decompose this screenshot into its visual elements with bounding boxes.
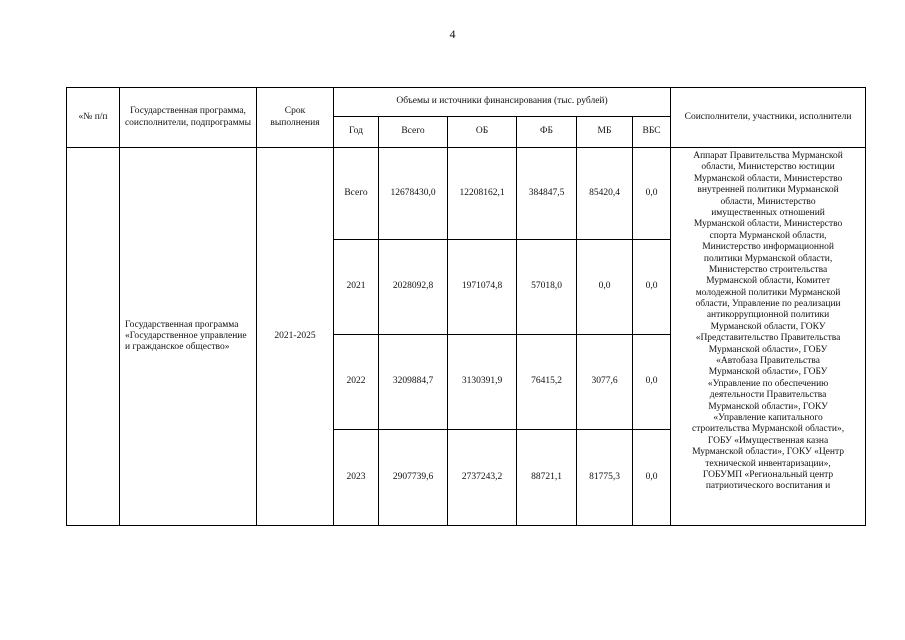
cell-total: 3209884,7 bbox=[379, 335, 448, 430]
header-ob: ОБ bbox=[448, 117, 517, 148]
header-vbs: ВБС bbox=[633, 117, 671, 148]
cell-total: 2907739,6 bbox=[379, 430, 448, 526]
program-name: Государственная программа «Государственное управление и гражданское общество» bbox=[120, 148, 257, 526]
header-coexecutors: Соисполнители, участники, исполнители bbox=[671, 88, 866, 148]
cell-vbs: 0,0 bbox=[633, 148, 671, 240]
cell-total: 2028092,8 bbox=[379, 240, 448, 335]
cell-fb: 57018,0 bbox=[517, 240, 577, 335]
cell-fb: 384847,5 bbox=[517, 148, 577, 240]
header-mb: МБ bbox=[577, 117, 633, 148]
cell-mb: 0,0 bbox=[577, 240, 633, 335]
cell-year: Всего bbox=[334, 148, 379, 240]
cell-mb: 81775,3 bbox=[577, 430, 633, 526]
header-term: Срок выполнения bbox=[257, 88, 334, 148]
cell-year: 2021 bbox=[334, 240, 379, 335]
program-num bbox=[67, 148, 120, 526]
cell-ob: 1971074,8 bbox=[448, 240, 517, 335]
header-num: «№ п/п bbox=[67, 88, 120, 148]
cell-vbs: 0,0 bbox=[633, 335, 671, 430]
program-term: 2021-2025 bbox=[257, 148, 334, 526]
cell-ob: 12208162,1 bbox=[448, 148, 517, 240]
cell-fb: 76415,2 bbox=[517, 335, 577, 430]
cell-year: 2023 bbox=[334, 430, 379, 526]
cell-year: 2022 bbox=[334, 335, 379, 430]
cell-mb: 85420,4 bbox=[577, 148, 633, 240]
cell-mb: 3077,6 bbox=[577, 335, 633, 430]
cell-vbs: 0,0 bbox=[633, 430, 671, 526]
cell-total: 12678430,0 bbox=[379, 148, 448, 240]
cell-fb: 88721,1 bbox=[517, 430, 577, 526]
header-year: Год bbox=[334, 117, 379, 148]
coexecutors-list: Аппарат Правительства Мурманской области, Министерство юстиции Мурманской области, Министерство внутренней политики Мурманской области, Министерство имущественных отношений Мурманской области, Министерство спорта Мурманской области, Министерство информационной политики Мурманской области, Министерство строительства Мурманской области, Комитет молодежной политики Мурманской области, Управление по реализации антикоррупционной политики Мурманской области, ГОКУ «Представительство Правительства Мурманской области», ГОБУ «Автобаза Правительства Мурманской области», ГОБУ «Управление по обеспечению деятельности Правительства Мурманской области», ГОКУ «Управление капитального строительства Мурманской области», ГОБУ «Имущественная казна Мурманской области», ГОКУ «Центр технической инвентаризации», ГОБУМП «Региональный центр патриотического воспитания и bbox=[671, 148, 866, 526]
header-funding: Объемы и источники финансирования (тыс. рублей) bbox=[334, 88, 671, 117]
cell-ob: 3130391,9 bbox=[448, 335, 517, 430]
cell-vbs: 0,0 bbox=[633, 240, 671, 335]
header-program: Государственная программа, соисполнители, подпрограммы bbox=[120, 88, 257, 148]
header-fb: ФБ bbox=[517, 117, 577, 148]
page-number: 4 bbox=[449, 27, 456, 41]
funding-table bbox=[66, 87, 866, 526]
header-total: Всего bbox=[379, 117, 448, 148]
table-row bbox=[67, 148, 866, 240]
cell-ob: 2737243,2 bbox=[448, 430, 517, 526]
